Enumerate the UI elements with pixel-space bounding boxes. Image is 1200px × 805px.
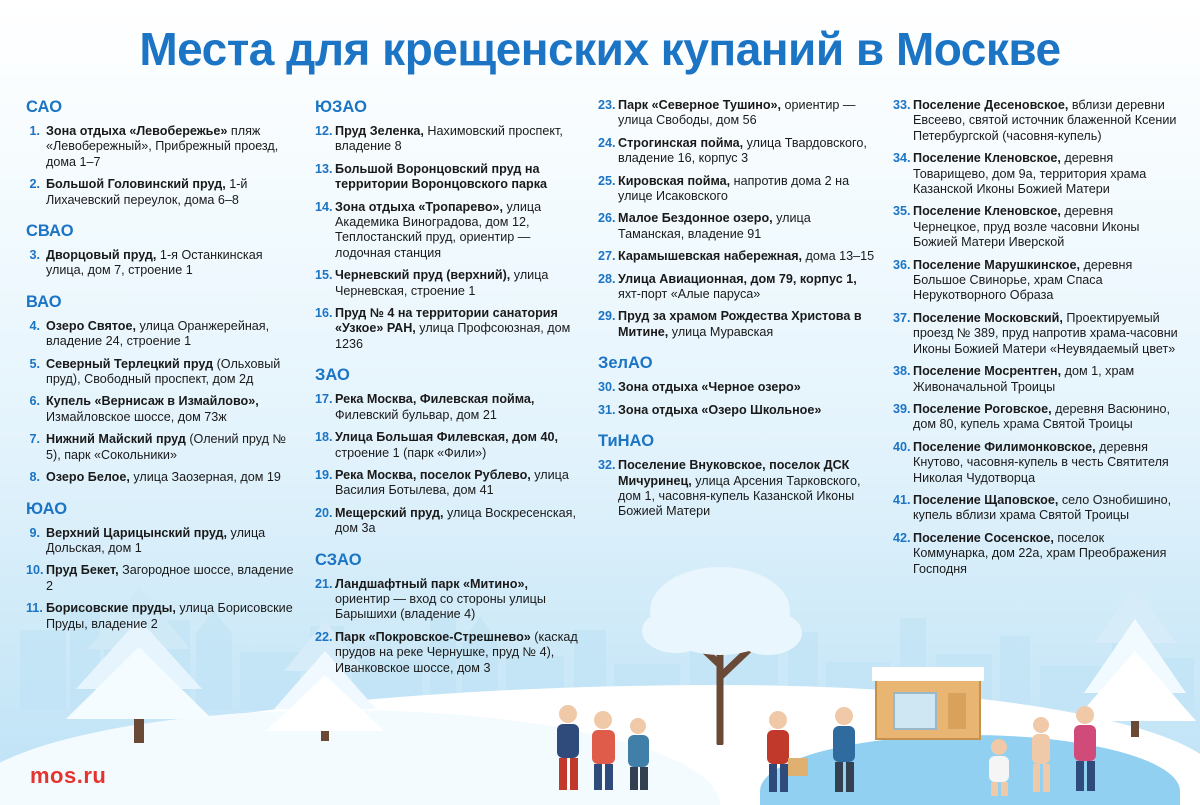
item-detail: деревня Большое Свинорье, храм Спаса Нерукотворного Образа	[913, 257, 1133, 303]
item-number: 5.	[29, 356, 40, 371]
item-text	[618, 272, 879, 303]
item-detail: улица Арсения Тарковского, дом 1, часовня-купель Казанской Иконы Божией Матери	[618, 473, 861, 519]
item-detail: Проектируемый проезд № 389, пруд напротив храма-часовни Иконы Божией Матери «Неувядаемый цвет»	[913, 310, 1178, 356]
item-detail: улица Таманская, владение 91	[618, 211, 811, 241]
item-title: Карамышевская набережная,	[618, 249, 803, 264]
item-number: 36.	[893, 257, 911, 272]
item-detail: 1-й Лихачевский переулок, дома 6–8	[46, 177, 248, 207]
item-detail: дома 13–15	[802, 249, 875, 264]
item-title: Мещерский пруд,	[335, 505, 444, 520]
item-text	[913, 493, 1182, 524]
item-text	[618, 380, 879, 395]
item-detail: деревня Васюнино, дом 80, купель храма Святой Троицы	[913, 401, 1171, 432]
item-title: Озеро Белое,	[46, 470, 130, 485]
district-heading: ЗелАО	[598, 354, 653, 373]
item-title: Поселение Десеновское,	[913, 98, 1069, 112]
content-columns	[26, 98, 1182, 683]
list-item	[893, 151, 1182, 197]
item-title: Поселение Роговское,	[913, 401, 1052, 416]
item-detail: улица Борисовские Пруды, владение 2	[46, 601, 293, 631]
item-number: 15.	[315, 268, 333, 283]
list-item	[893, 98, 1182, 144]
item-detail: улица Черневская, строение 1	[335, 268, 549, 298]
item-title: Река Москва, поселок Рублево,	[335, 467, 531, 482]
item-detail: ориентир — улица Свободы, дом 56	[618, 98, 856, 128]
district-heading: ВАО	[26, 292, 62, 311]
item-title: Поселение Филимонковское,	[913, 439, 1096, 454]
list-item	[26, 394, 301, 425]
item-title: Большой Головинский пруд,	[46, 177, 226, 192]
item-number: 29.	[598, 309, 616, 324]
item-text	[335, 430, 584, 461]
item-text	[46, 432, 301, 463]
item-number: 6.	[29, 394, 40, 409]
item-number: 3.	[29, 248, 40, 263]
item-number: 14.	[315, 199, 333, 214]
item-detail: Измайловское шоссе, дом 73ж	[46, 409, 227, 424]
list-item	[315, 430, 584, 461]
item-title: Поселение Московский,	[913, 310, 1063, 325]
item-title: Парк «Северное Тушино»,	[618, 98, 782, 112]
item-title: Большой Воронцовский пруд на территории Воронцовского парка	[335, 161, 548, 192]
item-number: 28.	[598, 271, 616, 286]
item-detail: улица Василия Ботылева, дом 41	[335, 467, 569, 498]
item-text	[913, 258, 1182, 304]
item-text	[618, 136, 879, 167]
list-item	[26, 177, 301, 208]
item-title: Парк «Покровское-Стрешнево»	[335, 629, 531, 644]
item-detail: село Ознобишино, купель вблизи храма Святой Троицы	[913, 492, 1172, 523]
list-item	[893, 440, 1182, 486]
item-text	[46, 601, 301, 632]
item-detail: улица Академика Виноградова, дом 12, Теплостанский пруд, ориентир — лодочная станция	[335, 199, 542, 260]
item-detail: Нахимовский проспект, владение 8	[335, 124, 563, 154]
item-detail: поселок Коммунарка, дом 22а, храм Преображения Господня	[913, 530, 1167, 576]
item-number: 22.	[315, 629, 333, 644]
district-heading: СЗАО	[315, 550, 362, 569]
list-item	[315, 577, 584, 623]
item-number: 20.	[315, 505, 333, 520]
item-number: 26.	[598, 211, 616, 226]
item-text	[335, 630, 584, 676]
item-number: 30.	[598, 380, 616, 395]
item-detail: ориентир — вход со стороны улицы Барышихи (владение 4)	[335, 591, 546, 622]
list-item	[893, 204, 1182, 250]
list-item	[26, 563, 301, 594]
list-item	[893, 258, 1182, 304]
item-number: 41.	[893, 492, 911, 507]
item-detail: строение 1 (парк «Фили»)	[335, 445, 487, 460]
item-number: 21.	[315, 576, 333, 591]
item-text	[618, 249, 879, 264]
item-text	[46, 177, 301, 208]
item-detail: дом 1, храм Живоначальной Троицы	[913, 364, 1135, 394]
list-item	[598, 98, 879, 129]
item-title: Малое Бездонное озеро,	[618, 211, 773, 226]
item-title: Озеро Святое,	[46, 318, 136, 333]
item-detail: деревня Кнутово, часовня-купель в честь Святителя Николая Чудотворца	[913, 439, 1169, 485]
item-text	[913, 440, 1182, 486]
item-number: 8.	[29, 470, 40, 485]
item-text	[618, 174, 879, 205]
item-detail: деревня Товарищево, дом 9а, территория храма Казанской Иконы Божией Матери	[913, 151, 1147, 197]
list-item	[315, 506, 584, 537]
item-number: 10.	[26, 563, 44, 578]
district-heading: ЗАО	[315, 366, 350, 385]
list-item	[26, 470, 301, 485]
item-number: 38.	[893, 364, 911, 379]
item-text	[46, 124, 301, 170]
people-group-left-icon	[548, 700, 658, 795]
item-title: Нижний Майский пруд	[46, 432, 186, 447]
item-detail: улица Твардовского, владение 16, корпус 3	[618, 135, 867, 166]
column-1	[26, 98, 301, 683]
item-text	[335, 577, 584, 623]
people-group-center-icon	[758, 702, 888, 797]
list-item	[598, 249, 879, 264]
list-item	[26, 357, 301, 388]
item-title: Пруд за храмом Рождества Христова в Митине,	[618, 309, 862, 339]
item-title: Кировская пойма,	[618, 173, 731, 188]
item-number: 42.	[893, 530, 911, 545]
list-item	[315, 468, 584, 499]
item-text	[618, 403, 879, 418]
list-item	[598, 403, 879, 418]
list-item	[26, 526, 301, 557]
item-text	[335, 268, 584, 299]
item-text	[913, 151, 1182, 197]
item-title: Зона отдыха «Озеро Школьное»	[618, 402, 822, 417]
item-text	[335, 124, 584, 155]
item-detail: напротив дома 2 на улице Исаковского	[618, 173, 850, 204]
list-item	[598, 309, 879, 340]
item-text	[618, 211, 879, 242]
item-text	[46, 248, 301, 279]
item-detail: (каскад прудов на реке Чернушке, пруд № 4), Иванковское шоссе, дом 3	[335, 629, 578, 675]
item-text	[46, 319, 301, 350]
item-title: Строгинская пойма,	[618, 135, 744, 150]
item-title: Северный Терлецкий пруд	[46, 356, 214, 371]
item-number: 33.	[893, 98, 911, 112]
item-title: Верхний Царицынский пруд,	[46, 525, 228, 540]
item-number: 35.	[893, 204, 911, 219]
item-text	[618, 458, 879, 520]
item-title: Поселение Кленовское,	[913, 151, 1061, 166]
list-item	[893, 311, 1182, 357]
item-text	[618, 309, 879, 340]
item-title: Поселение Кленовское,	[913, 204, 1061, 219]
district-heading: ТиНАО	[598, 432, 655, 451]
item-detail: улица Оранжерейная, владение 24, строение 1	[46, 318, 270, 349]
page-title: Места для крещенских купаний в Москве	[139, 23, 1061, 75]
list-item	[26, 124, 301, 170]
district-heading: ЮЗАО	[315, 98, 367, 116]
list-item	[598, 272, 879, 303]
item-number: 19.	[315, 467, 333, 482]
list-item	[26, 319, 301, 350]
item-number: 32.	[598, 458, 616, 473]
item-text	[913, 402, 1182, 433]
item-title: Пруд № 4 на территории санатория «Узкое» РАН,	[335, 306, 558, 336]
list-item	[315, 124, 584, 155]
list-item	[315, 162, 584, 193]
item-text	[913, 364, 1182, 395]
item-text	[46, 394, 301, 425]
item-number: 24.	[598, 135, 616, 150]
item-text	[618, 98, 879, 129]
item-number: 1.	[29, 124, 40, 138]
site-brand[interactable]: mos.ru	[30, 763, 107, 788]
item-detail: вблизи деревни Евсеево, святой источник блаженной Ксении Петербургской (часовня-купель)	[913, 98, 1177, 143]
item-number: 12.	[315, 124, 333, 138]
item-detail: улица Заозерная, дом 19	[129, 470, 281, 485]
list-item	[598, 211, 879, 242]
item-text	[913, 531, 1182, 577]
item-detail: деревня Чернецкое, пруд возле часовни Иконы Божией Матери Иверской	[913, 204, 1140, 250]
list-item	[315, 306, 584, 352]
district-heading: СВАО	[26, 222, 74, 241]
item-text	[46, 357, 301, 388]
item-number: 9.	[29, 525, 40, 540]
item-text	[335, 162, 584, 193]
item-detail: яхт-порт «Алые паруса»	[618, 287, 761, 302]
list-item	[598, 458, 879, 520]
item-title: Дворцовый пруд,	[46, 248, 157, 263]
item-text	[335, 468, 584, 499]
list-item	[26, 432, 301, 463]
item-number: 37.	[893, 310, 911, 325]
list-item	[893, 493, 1182, 524]
item-number: 17.	[315, 392, 333, 407]
list-item	[893, 531, 1182, 577]
item-number: 11.	[26, 601, 43, 616]
item-text	[913, 98, 1182, 144]
item-text	[913, 204, 1182, 250]
column-3	[598, 98, 879, 683]
district-heading: САО	[26, 98, 63, 116]
item-title: Борисовские пруды,	[46, 601, 176, 616]
item-detail: улица Воскресенская, дом 3а	[335, 505, 576, 536]
item-text	[335, 506, 584, 537]
item-number: 16.	[315, 306, 333, 321]
column-2	[315, 98, 584, 683]
item-title: Улица Большая Филевская, дом 40,	[335, 430, 558, 445]
list-item	[26, 601, 301, 632]
item-number: 25.	[598, 173, 616, 188]
item-detail: улица Дольская, дом 1	[46, 525, 266, 555]
item-number: 4.	[29, 318, 40, 333]
item-title: Зона отдыха «Черное озеро»	[618, 380, 801, 395]
item-title: Поселение Щаповское,	[913, 492, 1059, 507]
item-title: Улица Авиационная, дом 79, корпус 1,	[618, 271, 857, 286]
list-item	[315, 630, 584, 676]
item-title: Поселение Марушкинское,	[913, 257, 1080, 272]
list-item	[598, 380, 879, 395]
item-number: 2.	[29, 177, 40, 192]
item-detail: пляж «Левобережный», Прибрежный проезд, дома 1–7	[46, 124, 279, 169]
item-text	[46, 526, 301, 557]
item-text	[46, 470, 301, 485]
item-title: Поселение Сосенское,	[913, 530, 1054, 545]
item-detail: (Ольховый пруд), Свободный проспект, дом 2д	[46, 356, 281, 387]
item-title: Пруд Бекет,	[46, 563, 119, 578]
list-item	[598, 136, 879, 167]
item-number: 18.	[315, 430, 333, 445]
item-detail: улица Муравская	[668, 324, 774, 339]
item-title: Поселение Внуковское, поселок ДСК Мичуринец,	[618, 458, 850, 488]
item-number: 34.	[893, 151, 911, 166]
item-number: 7.	[29, 432, 40, 447]
item-title: Купель «Вернисаж в Измайлово»,	[46, 394, 259, 409]
item-title: Пруд Зеленка,	[335, 124, 424, 138]
item-text	[46, 563, 301, 594]
item-number: 13.	[315, 161, 333, 176]
item-detail: Загородное шоссе, владение 2	[46, 563, 294, 593]
district-heading: ЮАО	[26, 499, 68, 518]
list-item	[598, 174, 879, 205]
list-item	[315, 268, 584, 299]
item-text	[335, 392, 584, 423]
item-text	[335, 306, 584, 352]
item-detail: Филевский бульвар, дом 21	[335, 407, 497, 422]
item-text	[913, 311, 1182, 357]
item-number: 31.	[598, 402, 616, 417]
item-detail: улица Профсоюзная, дом 1236	[335, 321, 571, 351]
item-detail: 1-я Останкинская улица, дом 7, строение 1	[46, 248, 263, 278]
item-number: 23.	[598, 98, 616, 112]
list-item	[315, 392, 584, 423]
item-title: Черневский пруд (верхний),	[335, 268, 511, 283]
item-number: 39.	[893, 401, 911, 416]
item-text	[335, 200, 584, 262]
swimmers-icon	[975, 699, 1135, 799]
column-4	[893, 98, 1182, 683]
item-detail: (Олений пруд № 5), парк «Сокольники»	[46, 432, 287, 462]
item-number: 27.	[598, 249, 616, 264]
list-item	[315, 200, 584, 262]
list-item	[26, 248, 301, 279]
item-title: Зона отдыха «Левобережье»	[46, 124, 228, 138]
list-item	[893, 364, 1182, 395]
item-title: Ландшафтный парк «Митино»,	[335, 576, 528, 591]
list-item	[893, 402, 1182, 433]
item-title: Зона отдыха «Тропарево»,	[335, 199, 504, 214]
item-title: Река Москва, Филевская пойма,	[335, 392, 535, 407]
item-title: Поселение Мосрентген,	[913, 364, 1062, 379]
item-number: 40.	[893, 439, 911, 454]
